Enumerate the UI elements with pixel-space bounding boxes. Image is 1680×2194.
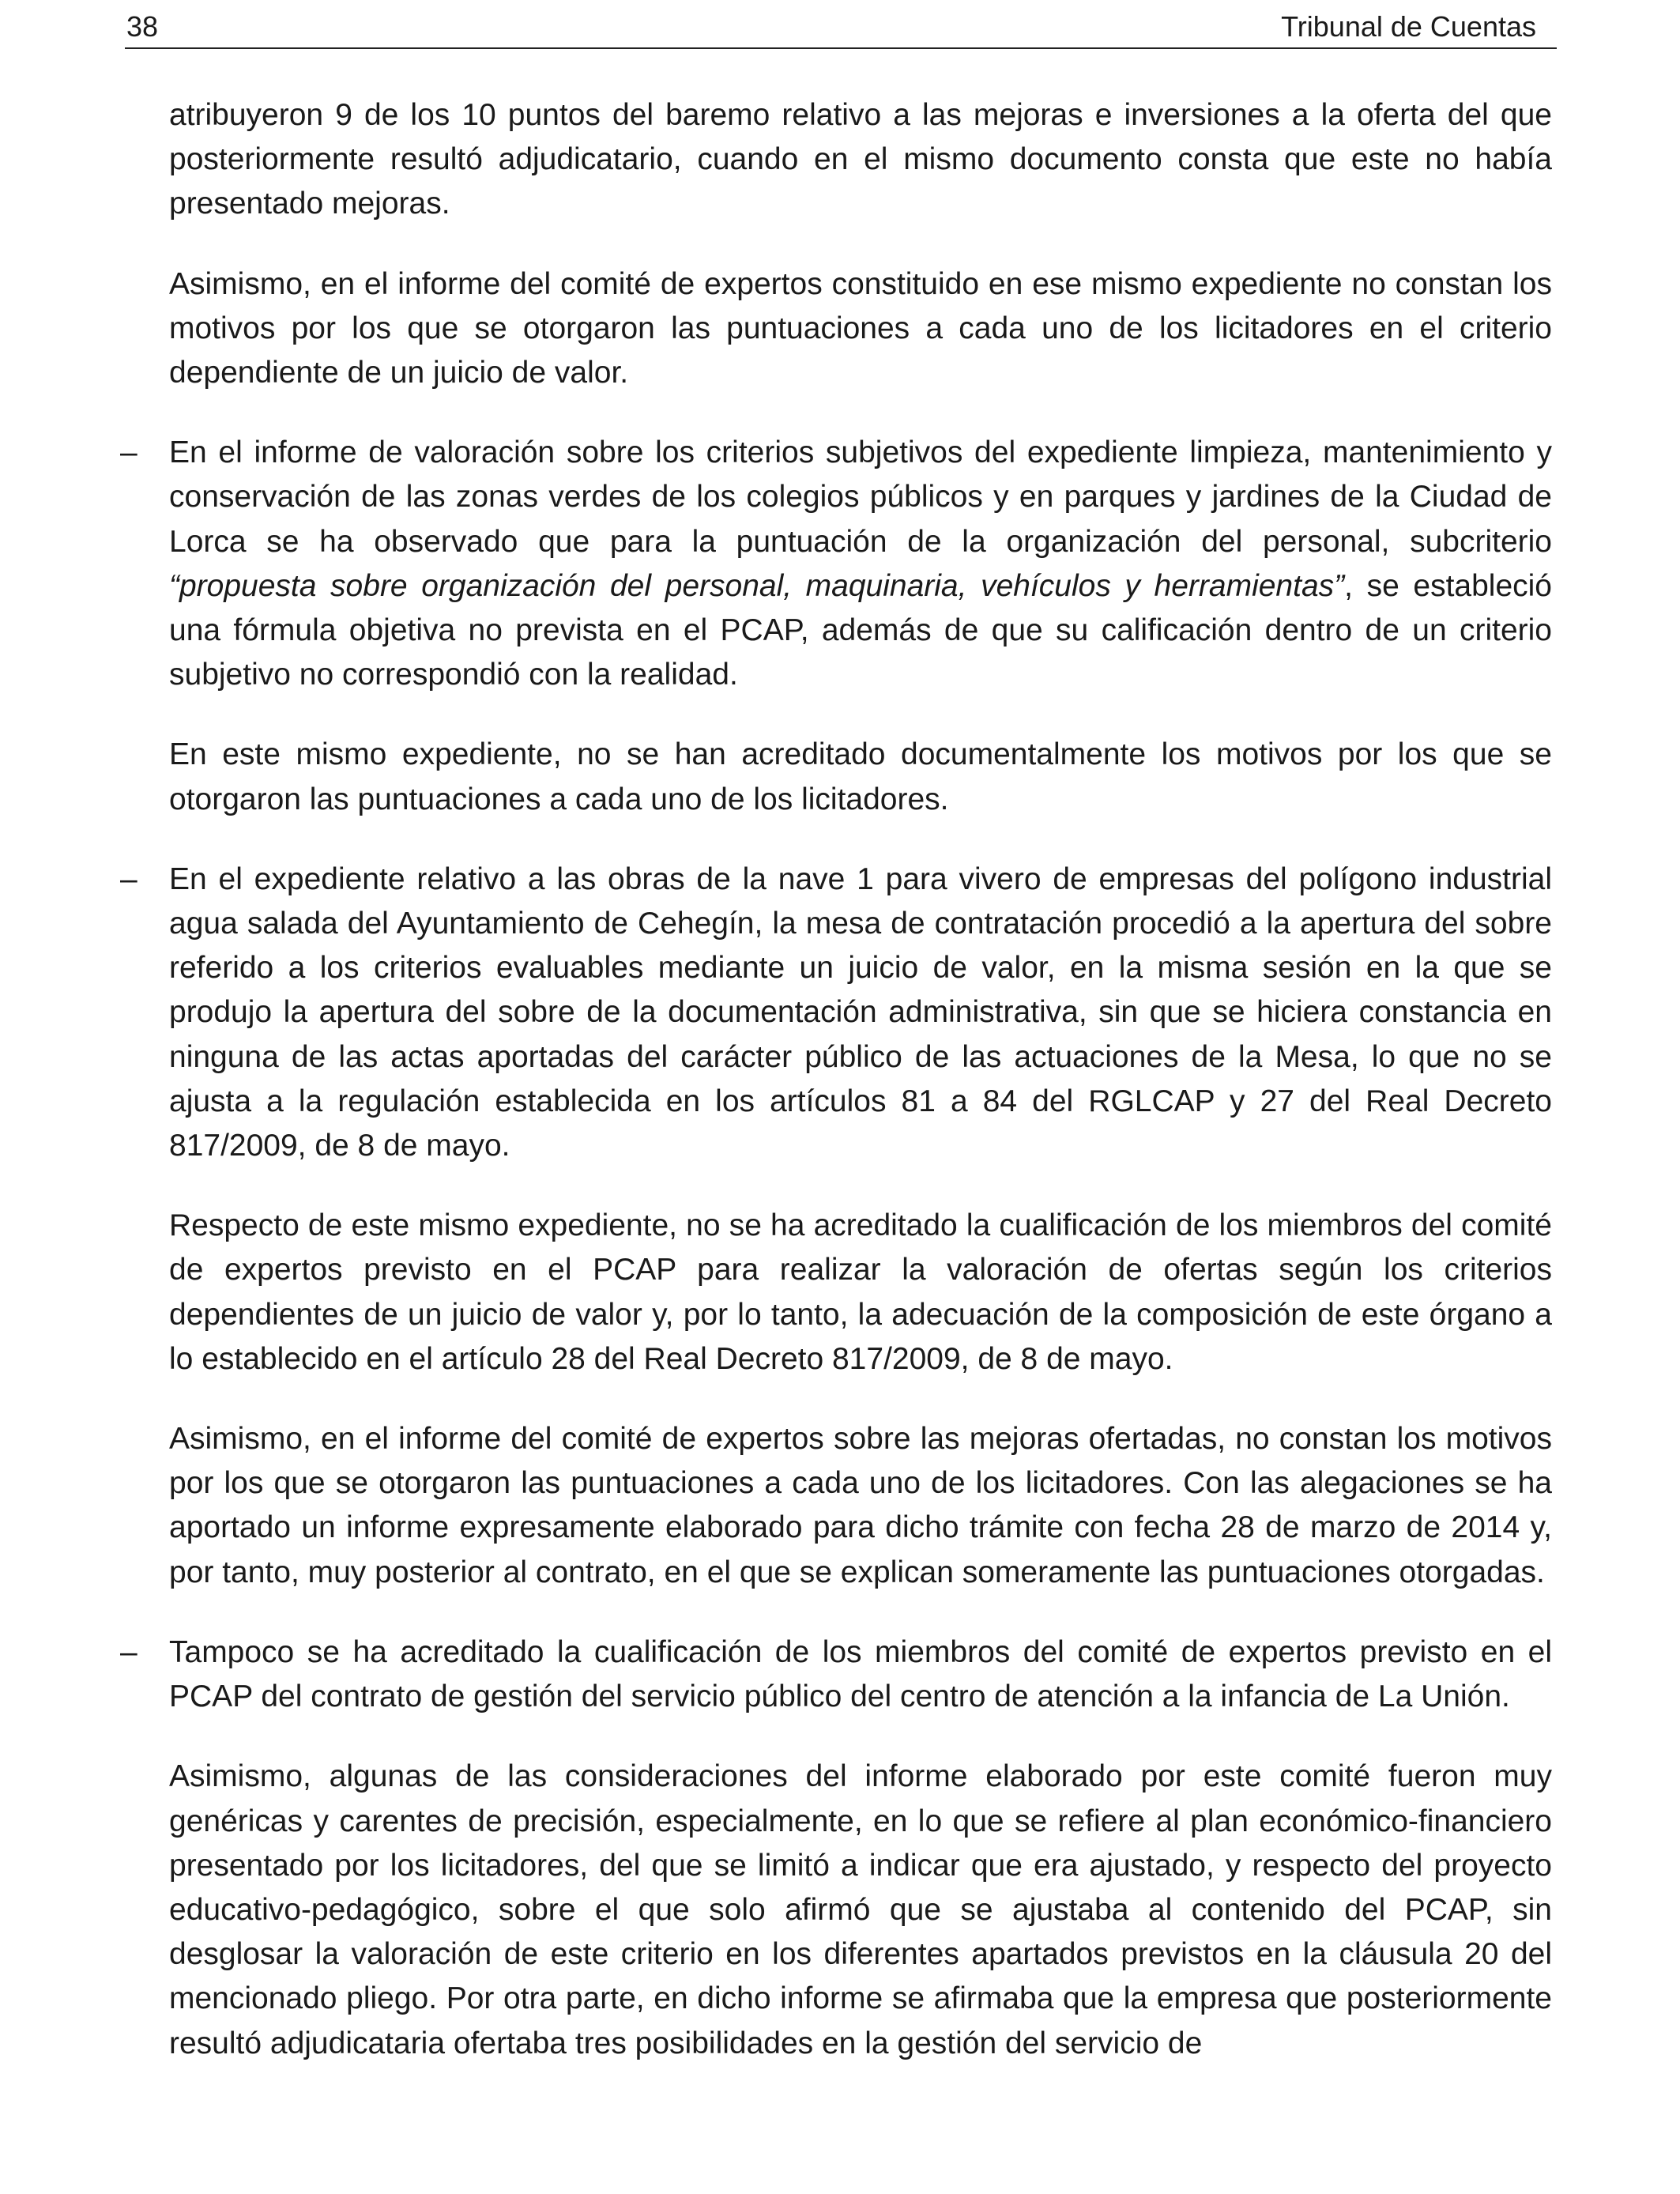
bullet-item-la-union (120, 1630, 1552, 1719)
paragraph-same-file: En este mismo expediente, no se han acreditado documentalmente los motivos por los que se otorgaron las puntuaciones a cada uno de los licitadores. (169, 737, 1552, 816)
bullet-item-cehegin (120, 858, 1552, 1168)
bullet-text: En el informe de valoración sobre los criterios subjetivos del expediente limpieza, mantenimiento y conservación de las zonas verdes de los colegios públicos y en parques y jardines de la Ciudad de Lorca se ha observado que para la puntuación de la organización del personal, subcriterio (169, 435, 1552, 559)
bullet-dash: – (120, 861, 137, 896)
paragraph-considerations: Asimismo, algunas de las consideraciones del informe elaborado por este comité fueron muy genéricas y carentes de precisión, especialmente, en lo que se refiere al plan económico-financiero presentado por los licitadores, del que se limitó a indicar que era ajustado, y respecto del proyecto educativo-pedagógico, sobre el que solo afirmó que se ajustaba al contenido del PCAP, sin desglosar la valoración de este criterio en los diferentes apartados previstos en la cláusula 20 del mencionado pliego. Por otra parte, en dicho informe se afirmaba que la empresa que posteriormente resultó adjudicataria ofertaba tres posibilidades en la gestión del servicio de (169, 1759, 1552, 2060)
bullet-item-lorca (120, 431, 1552, 697)
paragraph-continuation: atribuyeron 9 de los 10 puntos del baremo relativo a las mejoras e inversiones a la oferta del que posteriormente resultó adjudicatario, cuando en el mismo documento consta que este no había presentado mejoras. (169, 98, 1552, 221)
page-header (125, 11, 1557, 49)
paragraph-improvements: Asimismo, en el informe del comité de expertos sobre las mejoras ofertadas, no constan los motivos por los que se otorgaron las puntuaciones a cada uno de los licitadores. Con las alegaciones se ha aportado un informe expresamente elaborado para dicho trámite con fecha 28 de marzo de 2014 y, por tanto, muy posterior al contrato, en el que se explican someramente las puntuaciones otorgadas. (169, 1422, 1552, 1589)
document-body (120, 93, 1552, 2102)
page-number: 38 (126, 10, 159, 43)
paragraph-expert-committee: Asimismo, en el informe del comité de expertos constituido en ese mismo expediente no constan los motivos por los que se otorgaron las puntuaciones a cada uno de los licitadores en el criterio dependiente de un juicio de valor. (169, 266, 1552, 390)
bullet-text: , se estableció una fórmula objetiva no prevista en el PCAP, además de que su calificación dentro de un criterio subjetivo no correspondió con la realidad. (169, 568, 1552, 692)
paragraph-qualification: Respecto de este mismo expediente, no se ha acreditado la cualificación de los miembros del comité de expertos previsto en el PCAP para realizar la valoración de ofertas según los criterios dependientes de un juicio de valor y, por lo tanto, la adecuación de la composición de este órgano a lo establecido en el artículo 28 del Real Decreto 817/2009, de 8 de mayo. (169, 1208, 1552, 1376)
bullet-text: En el expediente relativo a las obras de la nave 1 para vivero de empresas del polígono industrial agua salada del Ayuntamiento de Cehegín, la mesa de contratación procedió a la apertura del sobre referido a los criterios evaluables mediante un juicio de valor, en la misma sesión en la que se produjo la apertura del sobre de la documentación administrativa, sin que se hiciera constancia en ninguna de las actas aportadas del carácter público de las actuaciones de la Mesa, lo que no se ajusta a la regulación establecida en los artículos 81 a 84 del RGLCAP y 27 del Real Decreto 817/2009, de 8 de mayo. (169, 861, 1552, 1163)
running-title: Tribunal de Cuentas (1281, 10, 1536, 43)
bullet-dash: – (120, 1634, 137, 1669)
bullet-text-italic: “propuesta sobre organización del personal, maquinaria, vehículos y herramientas” (169, 568, 1345, 603)
bullet-text: Tampoco se ha acreditado la cualificación de los miembros del comité de expertos previsto en el PCAP del contrato de gestión del servicio público del centro de atención a la infancia de La Unión. (169, 1634, 1552, 1714)
bullet-dash: – (120, 435, 137, 470)
